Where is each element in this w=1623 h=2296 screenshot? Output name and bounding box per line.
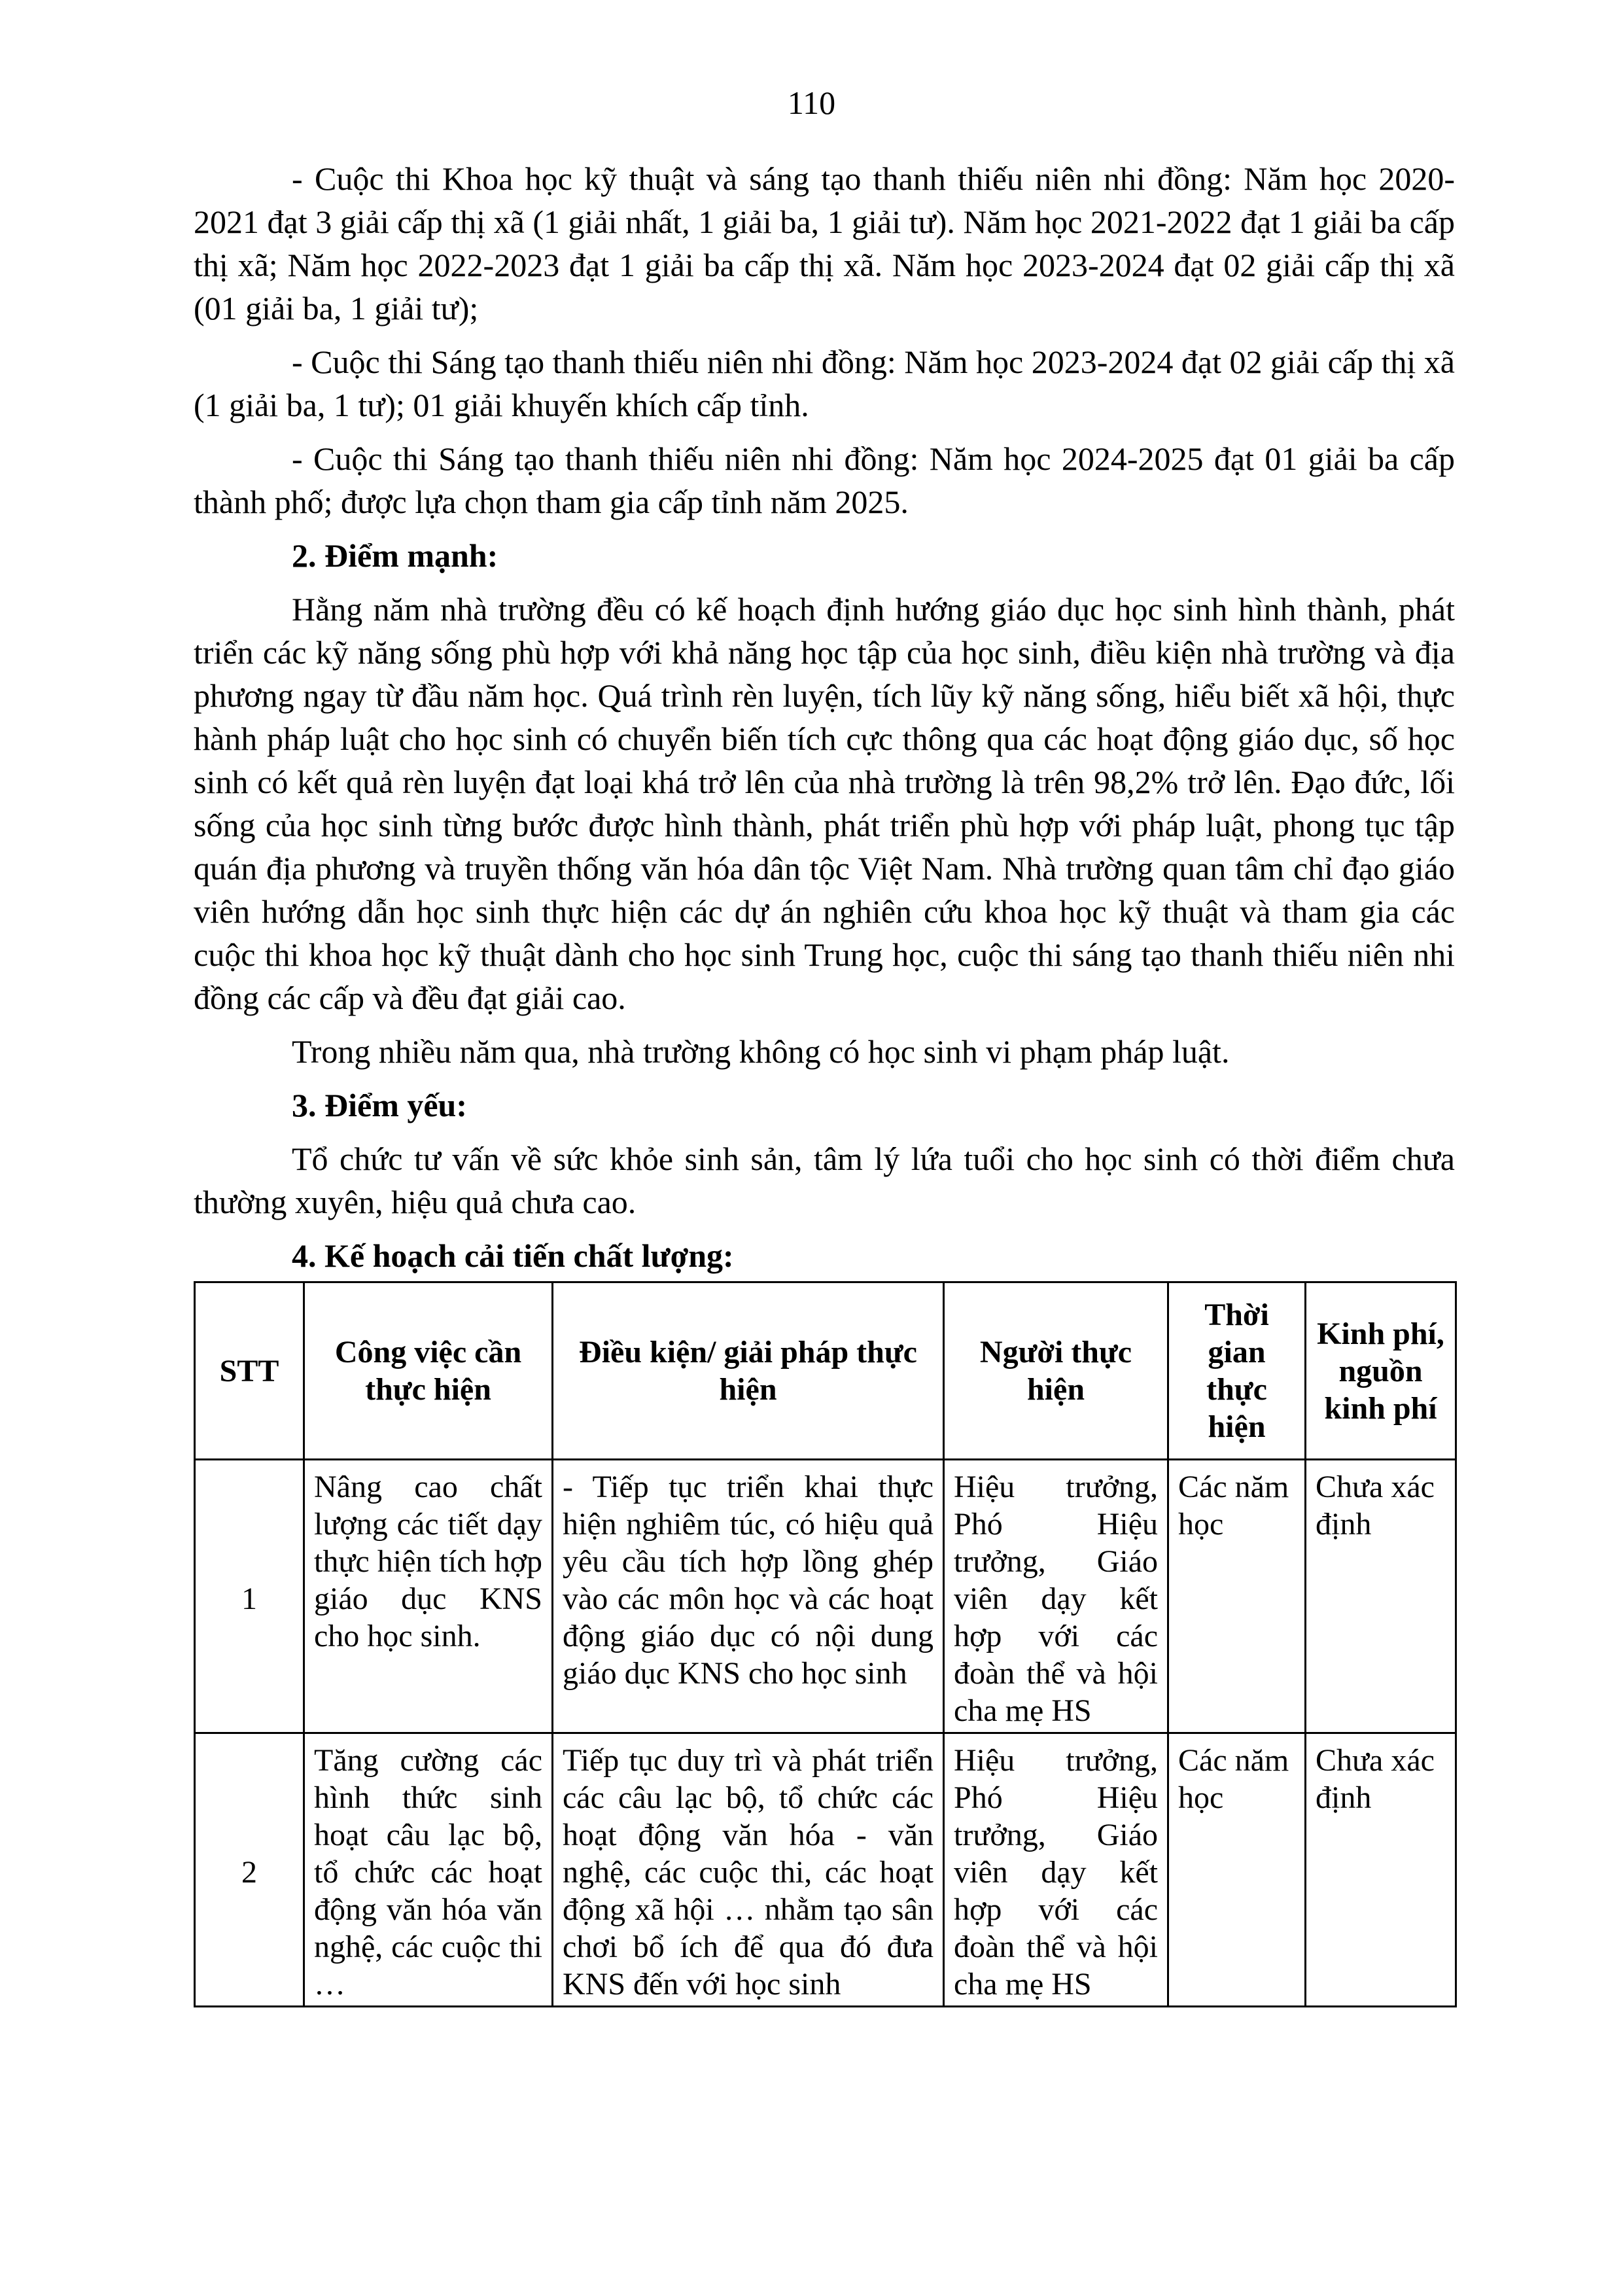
cell-stt: 2: [195, 1733, 304, 2007]
page-number: 110: [787, 84, 836, 121]
plan-heading: 4. Kế hoạch cải tiến chất lượng:: [292, 1237, 734, 1274]
cell-task: Nâng cao chất lượng các tiết dạy thực hiện tích hợp giáo dục KNS cho học sinh.: [304, 1460, 553, 1733]
cell-budget: Chưa xác định: [1306, 1460, 1456, 1733]
weaknesses-paragraph: Tổ chức tư vấn về sức khỏe sinh sản, tâm lý lứa tuổi cho học sinh có thời điểm chưa thường xuyên, hiệu quả chưa cao.: [194, 1140, 1455, 1220]
strengths-heading: 2. Điểm mạnh:: [292, 537, 498, 574]
improvement-plan-table: [194, 1281, 1457, 2007]
column-header-task: Công việc cần thực hiện: [304, 1282, 553, 1460]
cell-solution: - Tiếp tục triển khai thực hiện nghiêm túc, có hiệu quả yêu cầu tích hợp lồng ghép vào các môn học và các hoạt động giáo dục có nội dung giáo dục KNS cho học sinh: [553, 1460, 944, 1733]
paragraph-competition-creative-2024: - Cuộc thi Sáng tạo thanh thiếu niên nhi đồng: Năm học 2024-2025 đạt 01 giải ba cấp thành phố; được lựa chọn tham gia cấp tỉnh năm 2025.: [194, 440, 1455, 520]
table-row: [195, 1460, 1456, 1733]
paragraph-competition-science: - Cuộc thi Khoa học kỹ thuật và sáng tạo thanh thiếu niên nhi đồng: Năm học 2020-2021 đạt 3 giải cấp thị xã (1 giải nhất, 1 giải ba, 1 giải tư). Năm học 2021-2022 đạt 1 giải ba cấp thị xã; Năm học 2022-2023 đạt 1 giải ba cấp thị xã. Năm học 2023-2024 đạt 02 giải cấp thị xã (01 giải ba, 1 giải tư);: [194, 160, 1455, 327]
column-header-person: Người thực hiện: [944, 1282, 1168, 1460]
cell-budget: Chưa xác định: [1306, 1733, 1456, 2007]
cell-person: Hiệu trưởng, Phó Hiệu trưởng, Giáo viên dạy kết hợp với các đoàn thể và hội cha mẹ HS: [944, 1460, 1168, 1733]
cell-task: Tăng cường các hình thức sinh hoạt câu lạc bộ, tổ chức các hoạt động văn hóa văn nghệ, các cuộc thi …: [304, 1733, 553, 2007]
column-header-stt: STT: [195, 1282, 304, 1460]
cell-solution: Tiếp tục duy trì và phát triển các câu lạc bộ, tổ chức các hoạt động văn hóa - văn nghệ, các cuộc thi, các hoạt động xã hội … nhằm tạo sân chơi bổ ích để qua đó đưa KNS đến với học sinh: [553, 1733, 944, 2007]
cell-time: Các năm học: [1168, 1733, 1306, 2007]
cell-person: Hiệu trưởng, Phó Hiệu trưởng, Giáo viên dạy kết hợp với các đoàn thể và hội cha mẹ HS: [944, 1733, 1168, 2007]
paragraph-competition-creative-2023: - Cuộc thi Sáng tạo thanh thiếu niên nhi đồng: Năm học 2023-2024 đạt 02 giải cấp thị xã (1 giải ba, 1 tư); 01 giải khuyến khích cấp tỉnh.: [194, 344, 1455, 423]
column-header-solution: Điều kiện/ giải pháp thực hiện: [553, 1282, 944, 1460]
column-header-time: Thời gian thực hiện: [1168, 1282, 1306, 1460]
table-header-row: [195, 1282, 1456, 1460]
column-header-budget: Kinh phí, nguồn kinh phí: [1306, 1282, 1456, 1460]
strengths-paragraph: Hằng năm nhà trường đều có kế hoạch định hướng giáo dục học sinh hình thành, phát triển các kỹ năng sống phù hợp với khả năng học tập của học sinh, điều kiện nhà trường và địa phương ngay từ đầu năm học. Quá trình rèn luyện, tích lũy kỹ năng sống, hiểu biết xã hội, thực hành pháp luật cho học sinh có chuyển biến tích cực thông qua các hoạt động giáo dục, số học sinh có kết quả rèn luyện đạt loại khá trở lên của nhà trường là trên 98,2% trở lên. Đạo đức, lối sống của học sinh từng bước được hình thành, phát triển phù hợp với pháp luật, phong tục tập quán địa phương và truyền thống văn hóa dân tộc Việt Nam. Nhà trường quan tâm chỉ đạo giáo viên hướng dẫn học sinh thực hiện các dự án nghiên cứu khoa học kỹ thuật và tham gia các cuộc thi khoa học kỹ thuật dành cho học sinh Trung học, cuộc thi sáng tạo thanh thiếu niên nhi đồng các cấp và đều đạt giải cao.: [194, 591, 1455, 1016]
cell-stt: 1: [195, 1460, 304, 1733]
document-body: [194, 157, 1455, 2007]
weaknesses-heading: 3. Điểm yếu:: [292, 1087, 467, 1123]
table-row: [195, 1733, 1456, 2007]
strengths-paragraph-law: Trong nhiều năm qua, nhà trường không có học sinh vi phạm pháp luật.: [292, 1033, 1230, 1070]
cell-time: Các năm học: [1168, 1460, 1306, 1733]
